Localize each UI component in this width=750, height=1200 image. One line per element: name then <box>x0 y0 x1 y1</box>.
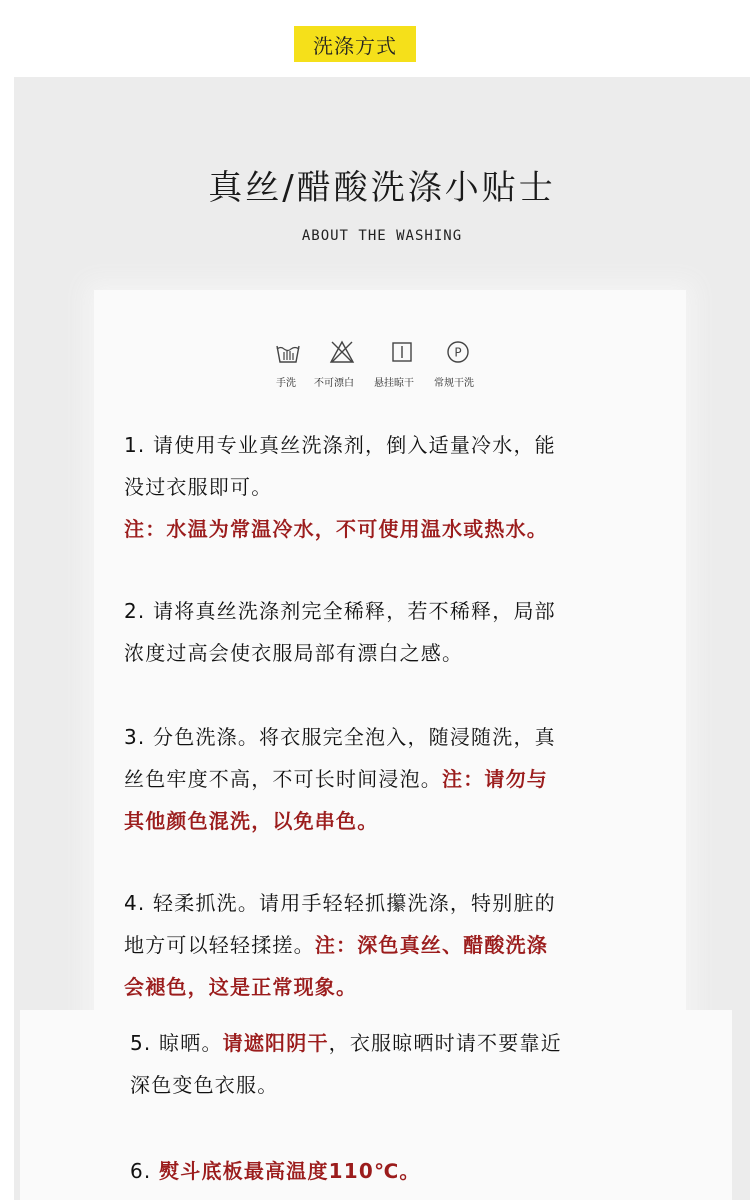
no-bleach-icon <box>328 338 356 366</box>
hand-wash-icon <box>274 338 302 366</box>
tip-2-line-1: 2. 请将真丝洗涤剂完全稀释，若不稀释，局部 <box>124 599 556 623</box>
icon-label-hand-wash: 手洗 <box>276 378 296 389</box>
page-subtitle: ABOUT THE WASHING <box>301 228 463 244</box>
care-icons-row <box>268 338 498 390</box>
hang-dry-icon <box>388 338 416 366</box>
tip-5-prefix: 5. 晾晒。 <box>130 1031 223 1055</box>
tip-3 <box>124 716 664 842</box>
icon-label-no-bleach: 不可漂白 <box>314 378 354 389</box>
tip-5-suffix: ，衣服晾晒时请不要靠近 <box>328 1031 562 1055</box>
tip-1 <box>124 424 664 550</box>
tip-3-line-3: 其他颜色混洗，以免串色。 <box>124 809 379 833</box>
tip-4-line-2-text: 地方可以轻轻揉搓。 <box>124 933 315 957</box>
tip-2-line-2: 浓度过高会使衣服局部有漂白之感。 <box>124 641 464 665</box>
tip-6-prefix: 6. <box>130 1159 160 1183</box>
tip-1-line-1: 1. 请使用专业真丝洗涤剂，倒入适量冷水，能 <box>124 433 556 457</box>
tip-4 <box>124 882 664 1008</box>
tip-2 <box>124 590 664 674</box>
tip-5-line-1 <box>130 1022 670 1064</box>
icon-label-hang-dry: 悬挂晾干 <box>374 378 414 389</box>
tip-4-note: 注：深色真丝、醋酸洗涤 <box>314 933 549 957</box>
tip-3-line-2 <box>124 758 664 800</box>
tip-6-line-1 <box>130 1150 670 1192</box>
dry-clean-icon <box>444 338 472 366</box>
tip-5-note: 请遮阳阴干 <box>222 1031 329 1055</box>
tip-6-note: 熨斗底板最高温度110℃。 <box>159 1159 421 1183</box>
tip-3-note: 注：请勿与 <box>442 767 548 791</box>
section-tag: 洗涤方式 <box>294 26 416 62</box>
tip-5-line-2: 深色变色衣服。 <box>130 1073 279 1097</box>
tip-3-line-2-text: 丝色牢度不高，不可长时间浸泡。 <box>124 767 442 791</box>
tip-3-line-1: 3. 分色洗涤。将衣服完全泡入，随浸随洗，真 <box>124 725 556 749</box>
tip-4-line-3: 会褪色，这是正常现象。 <box>124 975 358 999</box>
tip-4-line-1: 4. 轻柔抓洗。请用手轻轻抓攥洗涤，特别脏的 <box>124 891 556 915</box>
tip-5 <box>130 1022 670 1106</box>
icon-label-dry-clean: 常规干洗 <box>434 378 474 389</box>
tip-1-line-2: 没过衣服即可。 <box>124 475 273 499</box>
tip-6 <box>130 1150 670 1192</box>
tip-1-note: 注：水温为常温冷水，不可使用温水或热水。 <box>124 517 548 541</box>
svg-text:P: P <box>454 345 462 360</box>
tip-4-line-2 <box>124 924 664 966</box>
page-title: 真丝/醋酸洗涤小贴士 <box>208 168 556 208</box>
